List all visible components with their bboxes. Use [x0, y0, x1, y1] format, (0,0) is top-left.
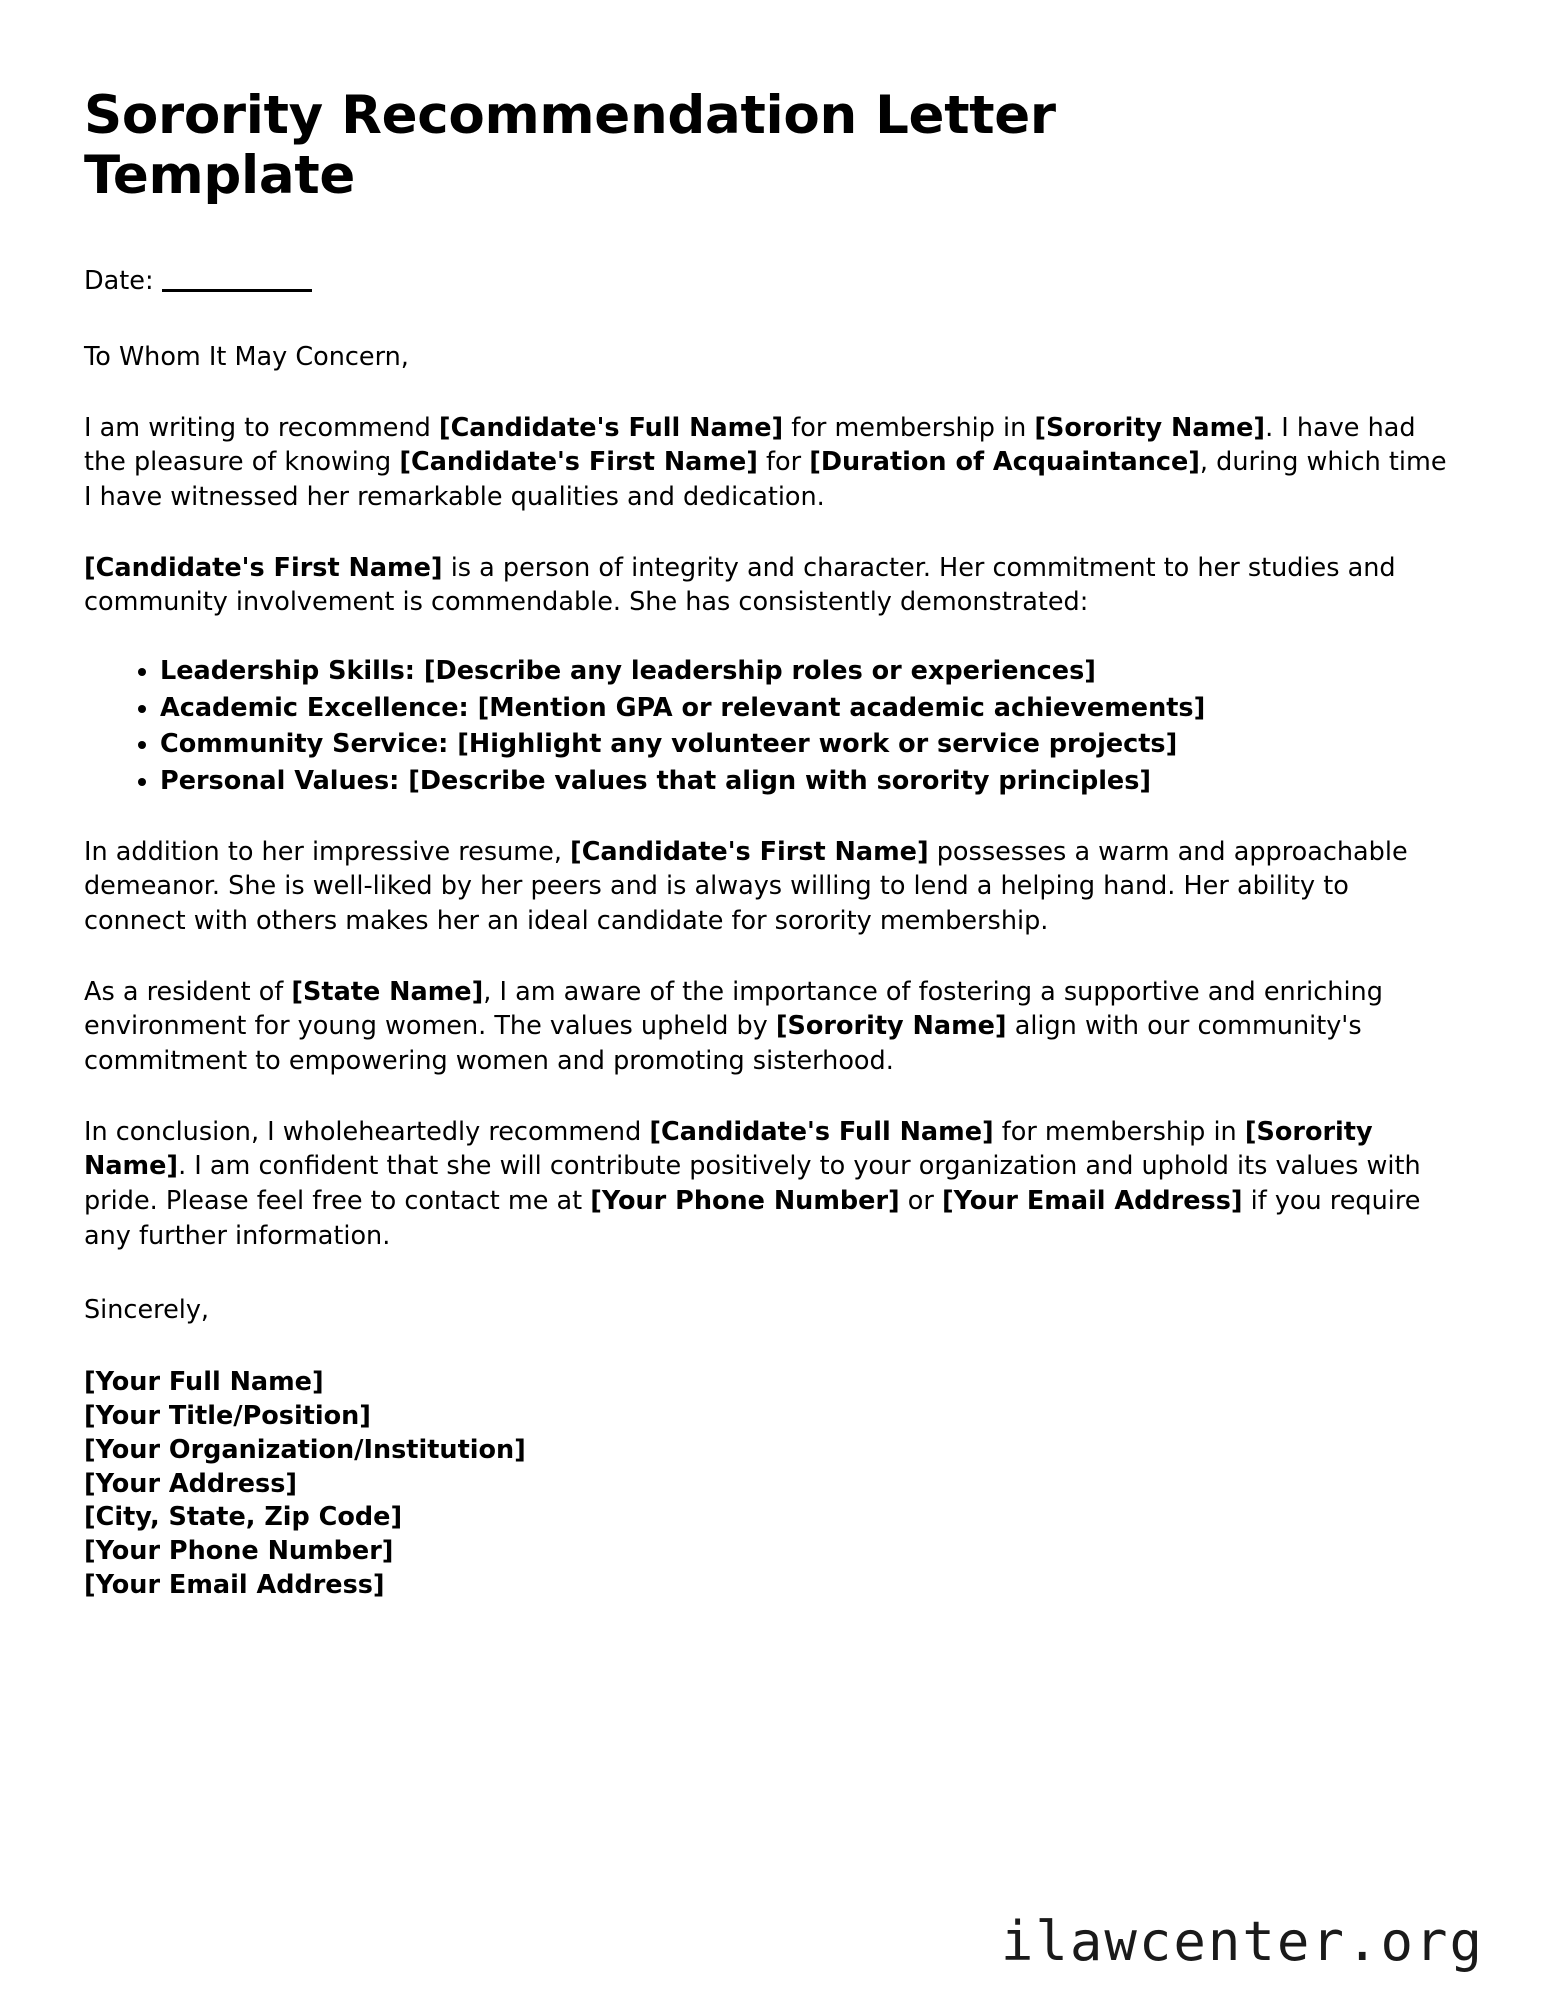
- placeholder-token: [Candidate's Full Name]: [649, 1116, 994, 1147]
- page-title: Sorority Recommendation Letter Template: [84, 85, 1056, 206]
- closing-salutation: Sincerely,: [84, 1295, 210, 1326]
- placeholder-token: [State Name]: [291, 976, 484, 1007]
- body-text-run: is a person of integrity and character. Her commitment to her studies and community involvement is commendable. She has consistently demonstrated:: [84, 552, 1396, 618]
- placeholder-token: [Candidate's First Name]: [84, 552, 443, 583]
- signature-line: [Your Full Name]: [84, 1366, 324, 1397]
- salutation: To Whom It May Concern,: [84, 342, 409, 373]
- body-text-run: In addition to her impressive resume,: [84, 836, 571, 867]
- body-text-run: or: [899, 1186, 942, 1217]
- date-field-row: [84, 264, 1458, 298]
- placeholder-token: [Sorority Name]: [1034, 412, 1266, 443]
- signature-line: [Your Organization/Institution]: [84, 1434, 526, 1465]
- highlights-list: [84, 654, 1458, 799]
- date-blank-rule[interactable]: [162, 289, 312, 292]
- signature-line: [Your Phone Number]: [84, 1536, 394, 1567]
- placeholder-token: [Candidate's First Name]: [399, 447, 758, 478]
- body-text-run: I am writing to recommend: [84, 412, 439, 443]
- body-text-run: if you require any further information.: [84, 1186, 1421, 1251]
- paragraph-character: [84, 551, 1458, 620]
- paragraph-community: [84, 975, 1458, 1079]
- signature-line: [Your Address]: [84, 1468, 298, 1499]
- placeholder-token: [Sorority Name]: [84, 1116, 1373, 1182]
- body-text-run: , I am aware of the importance of fostering a supportive and enriching environment for young women. The values upheld by: [84, 976, 1383, 1042]
- placeholder-token: [Your Phone Number]: [590, 1186, 900, 1217]
- signature-block: [84, 1366, 1458, 1603]
- signature-line: [City, State, Zip Code]: [84, 1502, 403, 1533]
- date-label: Date:: [84, 265, 154, 296]
- placeholder-token: [Sorority Name]: [775, 1011, 1007, 1042]
- body-text-run: As a resident of: [84, 976, 292, 1007]
- signature-line: [Your Title/Position]: [84, 1400, 371, 1431]
- placeholder-token: [Candidate's Full Name]: [438, 412, 784, 443]
- paragraph-intro: [84, 411, 1458, 515]
- site-watermark: ilawcenter.org: [1000, 1910, 1484, 1973]
- body-text-run: In conclusion, I wholeheartedly recommend: [84, 1116, 650, 1147]
- signature-line: [Your Email Address]: [84, 1570, 385, 1601]
- body-text-run: possesses a warm and approachable demeanor. She is well-liked by her peers and is always willing to lend a helping hand. Her ability to connect with others makes her an ideal candidate for sorority membership.: [84, 836, 1408, 936]
- paragraph-conclusion: [84, 1115, 1458, 1254]
- body-text-run: . I have had the pleasure of knowing: [84, 412, 1416, 478]
- placeholder-token: [Duration of Acquaintance]: [809, 447, 1200, 478]
- paragraph-demeanor: [84, 835, 1458, 939]
- body-text-run: . I am confident that she will contribute positively to your organization and uphold its values with pride. Please feel free to contact me at: [84, 1151, 1421, 1217]
- list-item: • Academic Excellence: [Mention GPA or relevant academic achievements]: [160, 691, 1458, 726]
- body-text-run: for membership in: [783, 412, 1035, 443]
- list-item: • Leadership Skills: [Describe any leadership roles or experiences]: [160, 654, 1458, 689]
- placeholder-token: [Your Email Address]: [941, 1186, 1243, 1217]
- list-item: • Community Service: [Highlight any volunteer work or service projects]: [160, 727, 1458, 762]
- body-text-run: align with our community's commitment to empowering women and promoting sisterhood.: [84, 1011, 1362, 1076]
- body-text-run: for: [757, 447, 810, 478]
- body-text-run: , during which time I have witnessed her remarkable qualities and dedication.: [84, 447, 1447, 512]
- body-text-run: for membership in: [993, 1116, 1245, 1147]
- placeholder-token: [Candidate's First Name]: [570, 836, 929, 867]
- list-item: • Personal Values: [Describe values that align with sorority principles]: [160, 764, 1458, 799]
